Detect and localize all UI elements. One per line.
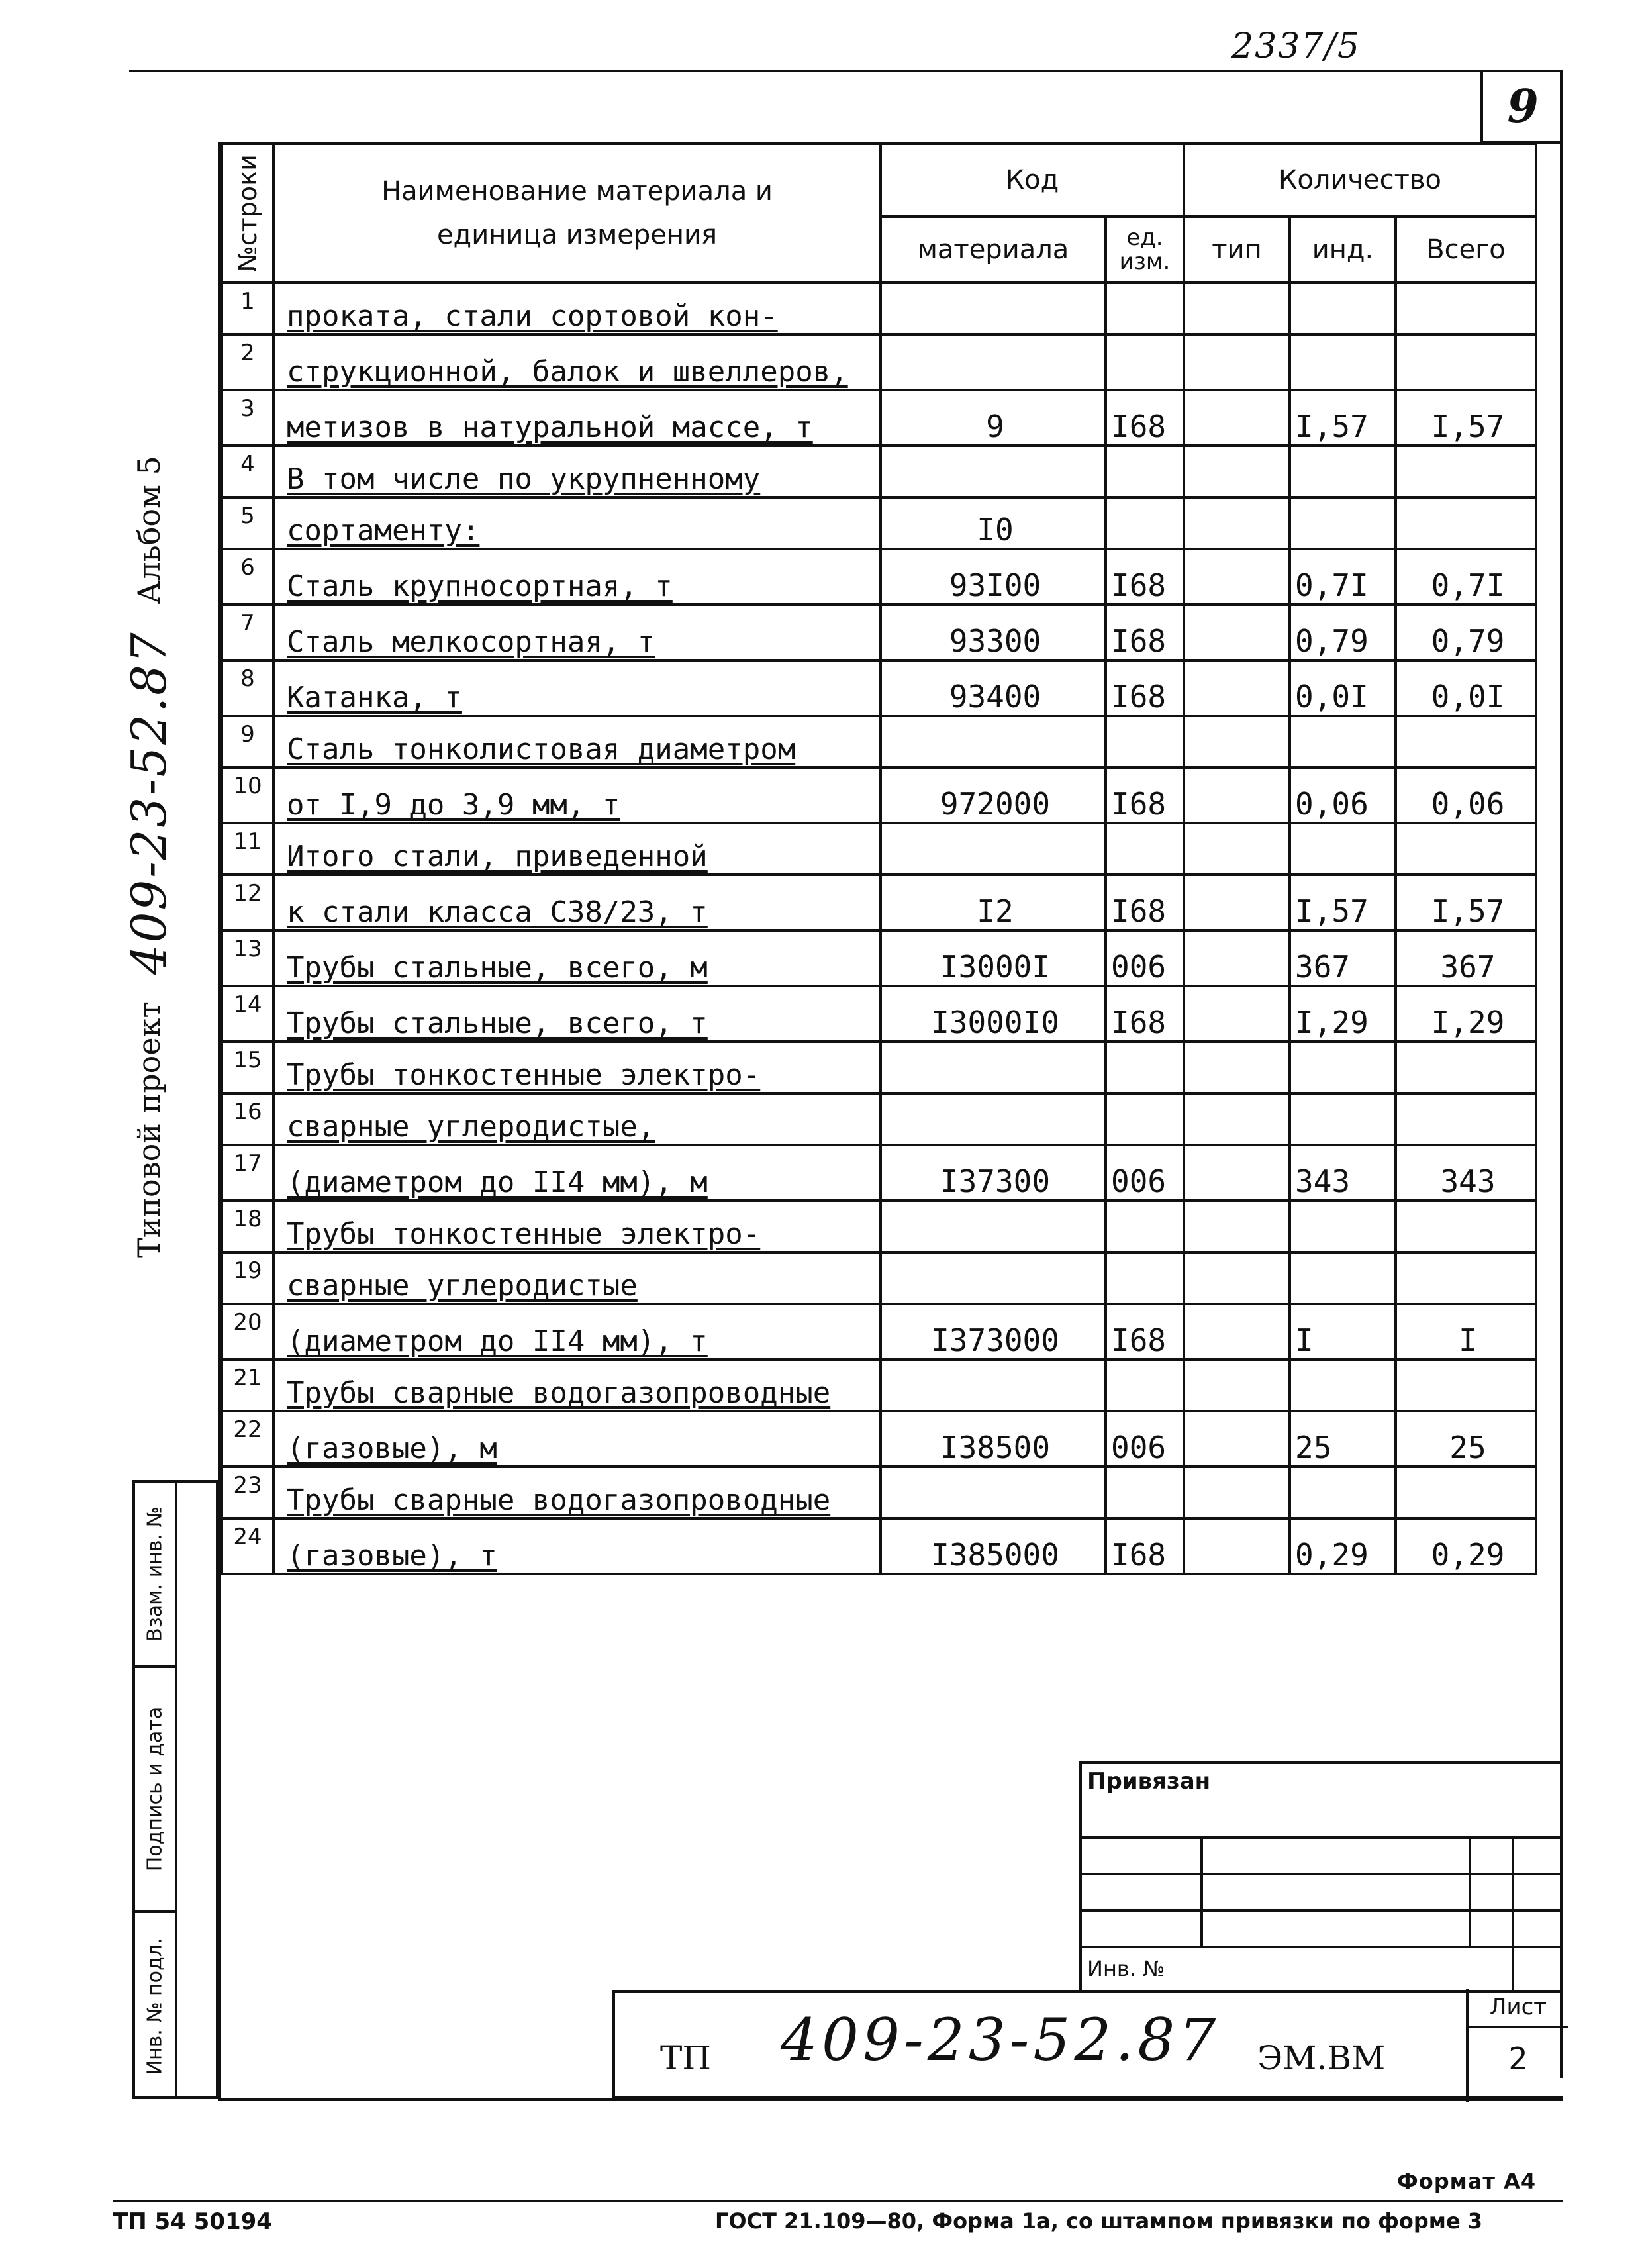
unit-code: I68 [1106,767,1184,823]
qty-individual: I,57 [1290,875,1396,930]
unit-code: 006 [1106,1145,1184,1201]
material-name: Сталь мелкосортная, т [273,605,881,660]
qty-type [1184,716,1290,767]
table-row [222,1359,1536,1411]
row-number: 19 [222,1252,273,1304]
sheet-number: 2 [1508,2041,1528,2077]
qty-individual [1290,1093,1396,1145]
binding-block [1079,1761,1563,1993]
header-code-unit: ед. изм. [1106,217,1184,283]
table-row [222,1093,1536,1145]
row-number: 11 [222,823,273,875]
qty-type [1184,334,1290,390]
material-code: I373000 [881,1304,1106,1359]
row-number: 17 [222,1145,273,1201]
qty-individual: 0,7I [1290,549,1396,605]
unit-code [1106,334,1184,390]
qty-individual: 0,0I [1290,660,1396,716]
qty-individual [1290,1042,1396,1093]
table-row [222,283,1536,334]
header-quantity-group: Количество [1184,144,1536,217]
qty-individual [1290,334,1396,390]
unit-code [1106,497,1184,549]
binding-inventory-label: Инв. № [1087,1956,1165,1981]
material-code [881,283,1106,334]
material-name: (диаметром до II4 мм), т [273,1304,881,1359]
qty-type [1184,390,1290,446]
row-number: 9 [222,716,273,767]
material-code: 93400 [881,660,1106,716]
row-number: 6 [222,549,273,605]
unit-code: I68 [1106,605,1184,660]
title-mark: ЭМ.ВМ [1257,2039,1386,2077]
material-code [881,1093,1106,1145]
left-frame-line [218,142,221,2099]
unit-code [1106,823,1184,875]
unit-code [1106,1042,1184,1093]
qty-individual [1290,823,1396,875]
qty-type [1184,875,1290,930]
qty-total: I,29 [1396,986,1536,1042]
header-code-material: материала [881,217,1106,283]
unit-code [1106,1359,1184,1411]
qty-total: 0,0I [1396,660,1536,716]
qty-type [1184,549,1290,605]
unit-code: 006 [1106,930,1184,986]
qty-type [1184,1042,1290,1093]
material-code [881,334,1106,390]
unit-code [1106,716,1184,767]
material-code [881,1042,1106,1093]
header-qty-total: Всего [1396,217,1536,283]
qty-total [1396,446,1536,497]
qty-type [1184,446,1290,497]
material-name: Итого стали, приведенной [273,823,881,875]
qty-total [1396,1042,1536,1093]
material-code [881,716,1106,767]
qty-total: I,57 [1396,390,1536,446]
material-code: I0 [881,497,1106,549]
material-code [881,446,1106,497]
row-number: 16 [222,1093,273,1145]
qty-total [1396,497,1536,549]
material-name: проката, стали сортовой кон- [273,283,881,334]
qty-individual [1290,283,1396,334]
material-name: Трубы стальные, всего, м [273,930,881,986]
unit-code: I68 [1106,549,1184,605]
qty-type [1184,930,1290,986]
stamp-signature-date: Подпись и дата [135,1668,175,1913]
qty-total: 367 [1396,930,1536,986]
qty-total [1396,1467,1536,1518]
approval-stamp [132,1480,218,2099]
material-name: от I,9 до 3,9 мм, т [273,767,881,823]
qty-individual: I [1290,1304,1396,1359]
header-qty-ind: инд. [1290,217,1396,283]
table-row [222,605,1536,660]
qty-individual [1290,446,1396,497]
material-name: Трубы стальные, всего, т [273,986,881,1042]
table-row [222,986,1536,1042]
table-row [222,930,1536,986]
material-code [881,1359,1106,1411]
material-name: сортаменту: [273,497,881,549]
page-number: 9 [1480,72,1563,144]
row-number: 12 [222,875,273,930]
qty-individual [1290,1201,1396,1252]
row-number: 10 [222,767,273,823]
side-title-code: 409-23-52.87 [121,630,177,975]
row-number: 3 [222,390,273,446]
material-code: I38500 [881,1411,1106,1467]
material-name: струкционной, балок и швеллеров, [273,334,881,390]
binding-label: Привязан [1087,1768,1211,1795]
row-number: 23 [222,1467,273,1518]
table-row [222,1145,1536,1201]
material-name: В том числе по укрупненному [273,446,881,497]
table-row [222,660,1536,716]
qty-individual [1290,1252,1396,1304]
table-row [222,497,1536,549]
footer-standard: ГОСТ 21.109—80, Форма 1а, со штампом привязки по форме 3 [715,2208,1483,2234]
material-name: Трубы сварные водогазопроводные [273,1467,881,1518]
material-name: (газовые), м [273,1411,881,1467]
qty-type [1184,767,1290,823]
header-code-group: Код [881,144,1184,217]
qty-type [1184,660,1290,716]
material-name: Трубы тонкостенные электро- [273,1201,881,1252]
row-number: 14 [222,986,273,1042]
qty-individual: 343 [1290,1145,1396,1201]
row-number: 21 [222,1359,273,1411]
unit-code: 006 [1106,1411,1184,1467]
top-frame-line [129,70,1563,72]
qty-total [1396,1201,1536,1252]
sheet-label: Лист [1469,1989,1568,2028]
material-code: I2 [881,875,1106,930]
unit-code: I68 [1106,390,1184,446]
row-number: 15 [222,1042,273,1093]
row-number: 8 [222,660,273,716]
side-title-album: Альбом 5 [131,456,167,605]
qty-total: 0,79 [1396,605,1536,660]
unit-code: I68 [1106,1518,1184,1574]
row-number: 2 [222,334,273,390]
table-row [222,549,1536,605]
qty-total [1396,1359,1536,1411]
material-name: (газовые), т [273,1518,881,1574]
header-qty-type: тип [1184,217,1290,283]
table-row [222,767,1536,823]
material-name: сварные углеродистые, [273,1093,881,1145]
qty-individual: 25 [1290,1411,1396,1467]
qty-total: 0,06 [1396,767,1536,823]
side-title [116,331,182,1258]
table-row [222,1304,1536,1359]
qty-type [1184,605,1290,660]
table-row [222,334,1536,390]
table-row [222,1252,1536,1304]
unit-code [1106,1467,1184,1518]
qty-total: 0,7I [1396,549,1536,605]
material-name: сварные углеродистые [273,1252,881,1304]
qty-total [1396,283,1536,334]
qty-individual [1290,1359,1396,1411]
material-code: 972000 [881,767,1106,823]
table-row [222,1467,1536,1518]
material-name: Трубы тонкостенные электро- [273,1042,881,1093]
unit-code [1106,1093,1184,1145]
header-name: Наименование материала и единица измерения [273,144,881,283]
qty-type [1184,1093,1290,1145]
qty-total [1396,823,1536,875]
qty-type [1184,497,1290,549]
unit-code [1106,283,1184,334]
qty-type [1184,1252,1290,1304]
qty-type [1184,1145,1290,1201]
unit-code [1106,1252,1184,1304]
material-code: I385000 [881,1518,1106,1574]
sheet-box [1466,1989,1568,2102]
paper-format: Формат А4 [1397,2169,1537,2194]
stamp-replaced-inventory: Взам. инв. № [135,1483,175,1668]
qty-total [1396,1252,1536,1304]
unit-code: I68 [1106,875,1184,930]
material-code [881,823,1106,875]
material-code: 9 [881,390,1106,446]
stamp-divider [175,1483,177,2096]
material-code: I3000I [881,930,1106,986]
qty-individual: I,57 [1290,390,1396,446]
table-row [222,875,1536,930]
qty-individual [1290,497,1396,549]
table-row [222,1411,1536,1467]
qty-type [1184,1411,1290,1467]
qty-individual [1290,1467,1396,1518]
title-project-code: 409-23-52.87 [781,2006,1220,2074]
unit-code [1106,446,1184,497]
table-row [222,823,1536,875]
unit-code: I68 [1106,660,1184,716]
material-code: 93I00 [881,549,1106,605]
material-code: 93300 [881,605,1106,660]
title-block [612,1990,1563,2099]
qty-total [1396,1093,1536,1145]
qty-individual: 0,06 [1290,767,1396,823]
table-row [222,1518,1536,1574]
material-code: I3000I0 [881,986,1106,1042]
material-code [881,1467,1106,1518]
material-name: Сталь крупносортная, т [273,549,881,605]
material-name: Сталь тонколистовая диаметром [273,716,881,767]
qty-total: 25 [1396,1411,1536,1467]
qty-total: 0,29 [1396,1518,1536,1574]
row-number: 18 [222,1201,273,1252]
qty-individual: 0,29 [1290,1518,1396,1574]
materials-table [220,142,1537,1575]
qty-type [1184,1304,1290,1359]
row-number: 22 [222,1411,273,1467]
row-number: 7 [222,605,273,660]
table-row [222,1201,1536,1252]
table-row [222,1042,1536,1093]
row-number: 20 [222,1304,273,1359]
qty-type [1184,1201,1290,1252]
footer-line [113,2200,1563,2202]
header-row-number: №строки [222,144,273,283]
qty-individual: 367 [1290,930,1396,986]
material-code [881,1201,1106,1252]
side-title-prefix: Типовой проект [131,1001,167,1258]
row-number: 24 [222,1518,273,1574]
row-number: 5 [222,497,273,549]
qty-type [1184,823,1290,875]
qty-total: I,57 [1396,875,1536,930]
unit-code: I68 [1106,986,1184,1042]
material-name: (диаметром до II4 мм), м [273,1145,881,1201]
qty-total [1396,716,1536,767]
table-row [222,446,1536,497]
footer-left: ТП 54 50194 [113,2208,272,2235]
qty-total: I [1396,1304,1536,1359]
table-row [222,716,1536,767]
material-name: метизов в натуральной массе, т [273,390,881,446]
material-name: Катанка, т [273,660,881,716]
qty-type [1184,1467,1290,1518]
qty-individual: 0,79 [1290,605,1396,660]
material-name: к стали класса С38/23, т [273,875,881,930]
qty-total [1396,334,1536,390]
title-prefix: ТП [660,2039,711,2077]
material-code: I37300 [881,1145,1106,1201]
qty-type [1184,1518,1290,1574]
unit-code: I68 [1106,1304,1184,1359]
row-number: 1 [222,283,273,334]
document-reference: 2337/5 [1232,26,1361,66]
qty-type [1184,986,1290,1042]
qty-individual: I,29 [1290,986,1396,1042]
unit-code [1106,1201,1184,1252]
stamp-original-inventory: Инв. № подл. [143,1938,167,2075]
table-row [222,390,1536,446]
qty-total: 343 [1396,1145,1536,1201]
row-number: 13 [222,930,273,986]
qty-individual [1290,716,1396,767]
row-number: 4 [222,446,273,497]
qty-type [1184,283,1290,334]
material-name: Трубы сварные водогазопроводные [273,1359,881,1411]
qty-type [1184,1359,1290,1411]
material-code [881,1252,1106,1304]
